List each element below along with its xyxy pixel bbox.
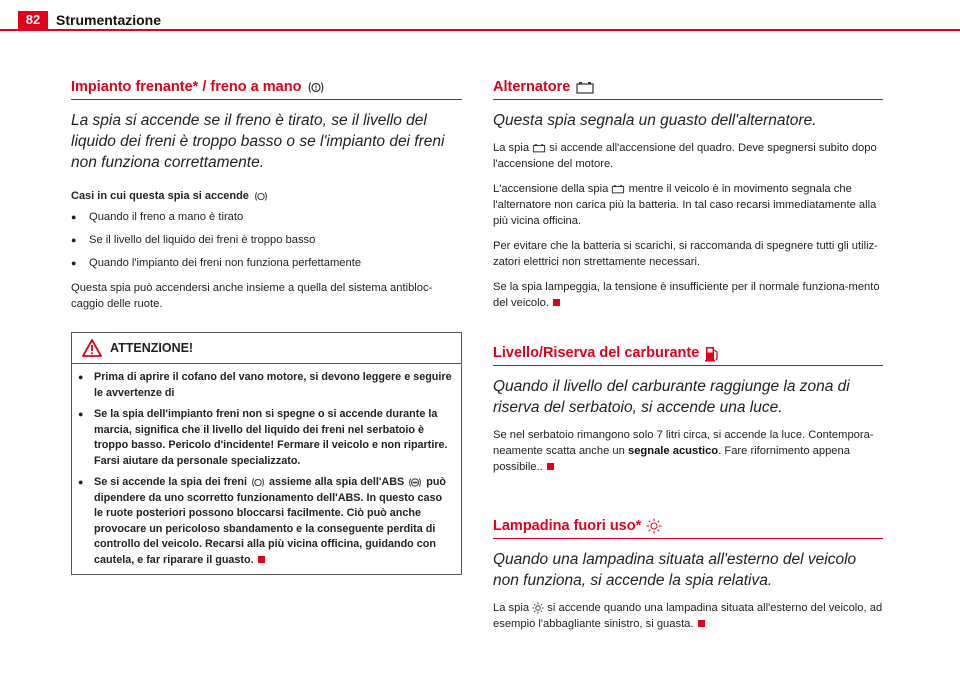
bulb-section bbox=[493, 517, 883, 632]
alternator-p4 bbox=[493, 279, 883, 311]
warning-item3-part: Se si accende la spia dei freni bbox=[94, 476, 248, 488]
warning-item3-part: può dipendere da uno scorretto funzionamento dell'ABS. In questo caso le ruote posteriori possono bloccarsi facilmente. Ciò può anche provocare un pericoloso sbandamento e la conseguente perdita di controllo del veicolo. Recarsi alla più vicina officina, guidando con cautela, e far riparare il guasto. bbox=[94, 476, 447, 566]
alternator-lead: Questa spia segnala un guasto dell'alternatore. bbox=[493, 112, 817, 129]
warning-triangle-icon bbox=[82, 339, 102, 357]
alternator-section bbox=[493, 78, 883, 311]
left-column bbox=[71, 78, 462, 575]
battery-inline-icon bbox=[611, 184, 625, 194]
alternator-p1 bbox=[493, 140, 883, 172]
bulb-p1-part: La spia bbox=[493, 602, 530, 614]
bulb-inline-icon bbox=[532, 602, 544, 614]
brake-title-text: Impianto frenante* / freno a mano bbox=[71, 79, 302, 95]
fuel-p1 bbox=[493, 427, 883, 475]
fuel-p1-bold: segnale acustico bbox=[627, 445, 719, 457]
fuel-pump-icon bbox=[704, 344, 720, 362]
alternator-title-text: Alternatore bbox=[493, 79, 571, 95]
brake-subhead-text: Casi in cui questa spia si accende bbox=[71, 190, 249, 202]
warning-item: ● Prima di aprire il cofano del vano motore, si devono leggere e seguire le avvertenze di bbox=[78, 370, 453, 401]
abs-icon bbox=[407, 477, 423, 488]
brake-subhead bbox=[71, 190, 462, 202]
end-marker bbox=[547, 463, 554, 470]
warning-title: ATTENZIONE! bbox=[110, 341, 194, 355]
brake-inline-icon bbox=[250, 477, 266, 488]
alternator-p2 bbox=[493, 181, 883, 229]
list-item: ● Quando l'impianto dei freni non funziona perfettamente bbox=[71, 255, 462, 271]
svg-text:!: ! bbox=[315, 84, 318, 92]
brake-warning-icon bbox=[306, 81, 326, 94]
page-title: Strumentazione bbox=[56, 12, 162, 28]
brake-lead: La spia si accende se il freno è tirato, se il livello del liquido dei freni è troppo basso o se l'impianto dei freni non funziona correttamente. bbox=[71, 112, 445, 171]
list-item: ● Quando il freno a mano è tirato bbox=[71, 209, 462, 225]
brake-note: Questa spia può accendersi anche insieme a quella del sistema antibloc-caggio delle ruote. bbox=[71, 282, 433, 310]
bulb-section-title bbox=[493, 517, 883, 539]
fuel-title-text: Livello/Riserva del carburante bbox=[493, 345, 700, 361]
header-divider bbox=[0, 29, 960, 31]
warning-header bbox=[72, 333, 461, 364]
warning-box bbox=[71, 332, 462, 575]
battery-inline-icon bbox=[532, 143, 546, 153]
alternator-p1-part: si accende all'accensione del quadro. Deve spegnersi subito dopo l'accensione del motore. bbox=[493, 142, 877, 170]
end-marker bbox=[258, 556, 265, 563]
alternator-p2-part: L'accensione della spia bbox=[493, 183, 609, 195]
warning-list bbox=[78, 370, 453, 568]
alternator-section-title bbox=[493, 78, 883, 100]
fuel-section-title bbox=[493, 344, 883, 366]
list-item: ● Se il livello del liquido dei freni è troppo basso bbox=[71, 232, 462, 248]
end-marker bbox=[698, 620, 705, 627]
bulb-lead: Quando una lampadina situata all'esterno del veicolo non funziona, si accende la spia relativa. bbox=[493, 551, 857, 589]
alternator-p4-text: Se la spia lampeggia, la tensione è insufficiente per il normale funziona-mento del veicolo. bbox=[493, 281, 880, 309]
brake-section-title bbox=[71, 78, 462, 100]
bulb-icon bbox=[646, 518, 662, 534]
warning-item3-part: assieme alla spia dell'ABS bbox=[269, 476, 405, 488]
fuel-p1-part: . Fare rifornimento appena possibile.. bbox=[493, 445, 850, 473]
end-marker bbox=[553, 299, 560, 306]
warning-item bbox=[78, 475, 453, 568]
bulb-title-text: Lampadina fuori uso* bbox=[493, 518, 642, 534]
fuel-p1-part: Se nel serbatoio rimangono solo 7 litri circa, si accende la luce. Contempora-neamente scatta anche un bbox=[493, 429, 874, 457]
warning-item: ● Se la spia dell'impianto freni non si spegne o si accende durante la marcia, significa che il livello del liquido dei freni nel serbatoio è troppo basso. Pericolo d'incidente! Fermare il veicolo e non ripartire. Farsi aiutare da personale specializzato. bbox=[78, 407, 453, 469]
alternator-p3: Per evitare che la batteria si scarichi, si raccomanda di spegnere tutti gli utiliz-zatori elettrici non strettamente necessari. bbox=[493, 240, 878, 268]
alternator-p1-part: La spia bbox=[493, 142, 530, 154]
fuel-section bbox=[493, 344, 883, 475]
right-column bbox=[493, 78, 883, 632]
page-number: 82 bbox=[18, 11, 48, 29]
bulb-p1-part: si accende quando una lampadina situata all'esterno del veicolo, ad esempio l'abbagliante sinistro, si guasta. bbox=[493, 602, 883, 630]
brake-cases-list bbox=[71, 209, 462, 271]
bulb-p1 bbox=[493, 600, 883, 632]
battery-icon bbox=[575, 81, 595, 94]
fuel-lead: Quando il livello del carburante raggiunge la zona di riserva del serbatoio, si accende una luce. bbox=[493, 378, 850, 416]
brake-small-icon bbox=[253, 191, 269, 202]
page-header bbox=[0, 0, 960, 32]
alternator-p2-part: mentre il veicolo è in movimento segnala che l'alternatore non carica più la batteria. In tal caso recarsi immediatamente alla più vicina officina. bbox=[493, 183, 877, 227]
